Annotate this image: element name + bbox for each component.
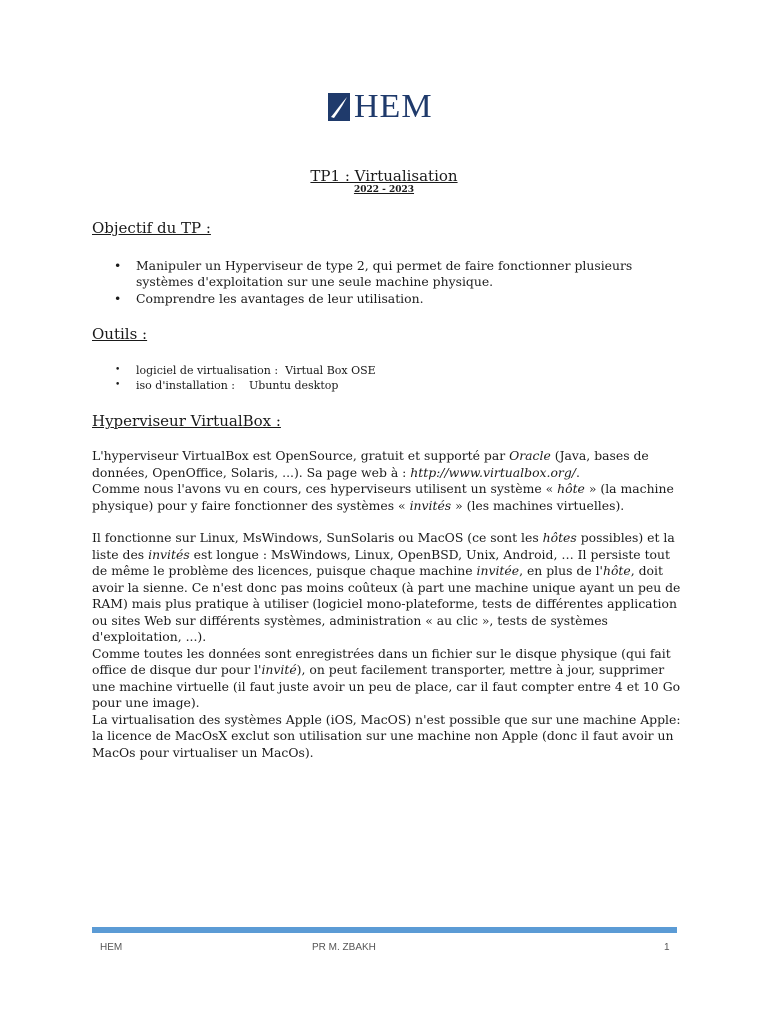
footer-divider <box>92 927 677 933</box>
text-run: invités <box>409 497 452 513</box>
text-run: ), on peut facilement transporter, mettre à jour, supprimer une machine virtuelle (il faut juste avoir un peu de place, car il faut compter entre 4 et 10 Go pour une image). <box>92 662 681 710</box>
text-run: , en plus de l' <box>519 563 603 578</box>
text-run: , doit avoir la sienne. Ce n'est donc pas moins coûteux (à part une machine unique ayant un peu de RAM) mais plus pratique à utiliser (logiciel mono-plateforme, tests de différentes application ou sites Web sur différents systèmes, administration « au clic », tests de systèmes d'exploitation, ...). <box>92 563 681 644</box>
outils-list <box>112 363 376 393</box>
list-item <box>112 378 376 393</box>
text-run: hôtes <box>542 530 577 545</box>
objectif-item-2: Comprendre les avantages de leur utilisation. <box>136 291 424 306</box>
hem-logo <box>328 88 433 125</box>
text-run: invitée <box>476 563 520 578</box>
text-run: Comme nous l'avons vu en cours, ces hyperviseurs utilisent un système « <box>92 481 558 496</box>
text-run: » (la machine physique) pour y faire fonctionner des systèmes « <box>92 481 674 513</box>
page-title: TP1 : Virtualisation <box>310 167 458 185</box>
text-run: hôte <box>557 481 585 496</box>
list-item <box>112 291 666 307</box>
text-run: invité <box>261 662 297 677</box>
paragraph-platforms <box>92 530 682 761</box>
text-run: Comme toutes les données sont enregistrées dans un fichier sur le disque physique (qui fait office de disque dur pour l' <box>92 645 671 677</box>
text-run: . <box>575 464 580 480</box>
footer-author: PR M. ZBAKH <box>312 942 376 953</box>
text-run: La virtualisation des systèmes Apple (iOS, MacOS) n'est possible que sur une machine Apple: la licence de MacOsX exclut son utilisation sur une machine non Apple (donc il faut avoir un MacOs pour virtualiser un MacOs). <box>92 711 681 760</box>
objectif-heading: Objectif du TP : <box>92 219 211 237</box>
logo-text: HEM <box>354 88 433 125</box>
academic-year: 2022 - 2023 <box>353 185 415 195</box>
outils-item-2: iso d'installation : Ubuntu desktop <box>136 379 339 392</box>
paragraph-intro <box>92 448 682 514</box>
text-run: » (les machines virtuelles). <box>451 497 625 513</box>
hyperviseur-heading: Hyperviseur VirtualBox : <box>92 412 281 430</box>
text-run: est longue : MsWindows, Linux, OpenBSD, Unix, Android, … Il persiste tout de même le problème des licences, puisque chaque machine <box>92 546 670 578</box>
objectif-item-1: Manipuler un Hyperviseur de type 2, qui permet de faire fonctionner plusieurs systèmes d'exploitation sur une seule machine physique. <box>136 258 633 289</box>
text-run: (Java, bases de données, OpenOffice, Solaris, ...). Sa page web à : <box>92 448 649 480</box>
hem-logo-mark-icon <box>328 93 350 121</box>
text-run: hôte <box>602 563 631 578</box>
virtualbox-link[interactable]: http://www.virtualbox.org/ <box>410 464 576 480</box>
page-number: 1 <box>664 942 670 953</box>
objectif-list <box>112 258 666 308</box>
bullet-icon: • <box>115 380 121 390</box>
oracle-text: Oracle <box>509 448 551 463</box>
list-item <box>112 363 376 378</box>
text-run: invités <box>148 546 190 562</box>
outils-item-1: logiciel de virtualisation : Virtual Box OSE <box>136 364 376 377</box>
bullet-icon: • <box>114 291 122 306</box>
bullet-icon: • <box>114 258 122 273</box>
list-item <box>112 258 666 290</box>
text-run: Il fonctionne sur Linux, MsWindows, SunSolaris ou MacOS (ce sont les <box>92 530 543 545</box>
outils-heading: Outils : <box>92 325 148 343</box>
text-run: possibles) et la liste des <box>92 530 675 562</box>
bullet-icon: • <box>115 365 121 375</box>
text-run: L'hyperviseur VirtualBox est OpenSource, gratuit et supporté par <box>92 448 510 463</box>
footer-left: HEM <box>100 942 123 953</box>
